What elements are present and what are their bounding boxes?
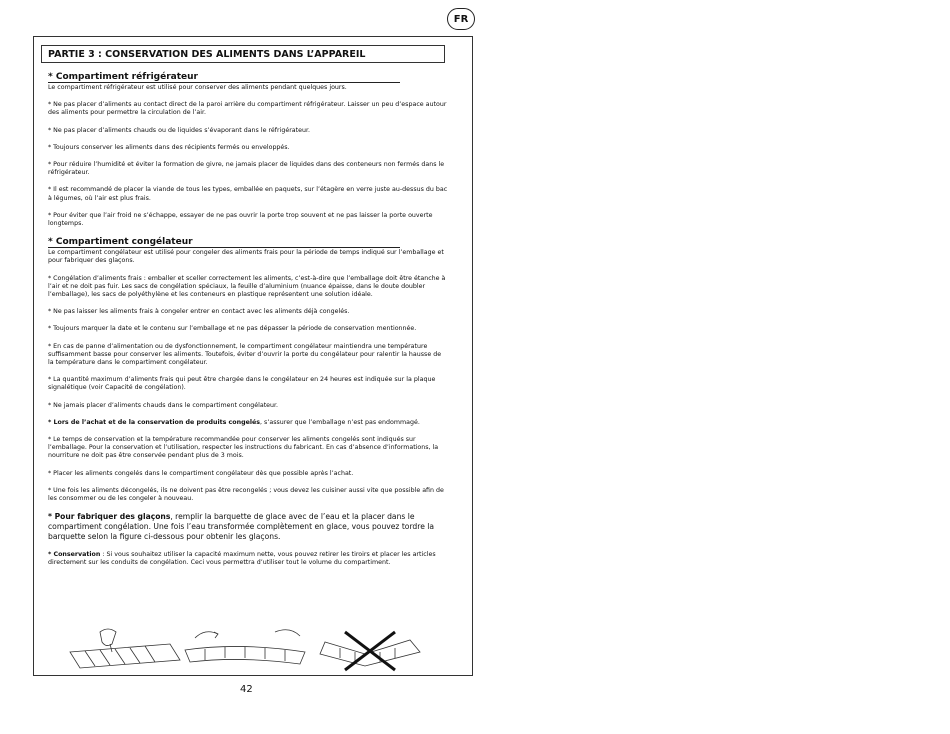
purchase-item: [48, 419, 448, 427]
fridge-item: * Il est recommandé de placer la viande de tous les types, emballée en paquets, sur l’étagère en verre juste au-dessus du bac à légumes, où l’air est plus frais.: [48, 186, 448, 202]
freezer-item: * En cas de panne d’alimentation ou de dysfonctionnement, le compartiment congélateur maintiendra une température suffisamment basse pour conserver les aliments. Toutefois, éviter d’ouvrir la porte du congélateur pour ralentir la hausse de la température dans le compartiment congélateur.: [48, 342, 442, 367]
ice-item: [48, 512, 448, 541]
fridge-intro: Le compartiment réfrigérateur est utilisé pour conserver des aliments pendant quelques jours.: [48, 84, 347, 91]
ice-tray-illustration: [60, 622, 440, 672]
conservation-bold: * Conservation: [48, 550, 101, 558]
purchase-bold: * Lors de l’achat et de la conservation de produits congelés: [48, 418, 261, 426]
fridge-item: * Ne pas placer d’aliments chauds ou de liquides s’évaporant dans le réfrigérateur.: [48, 126, 310, 134]
freezer-item: * Congélation d’aliments frais : emballer et sceller correctement les aliments, c’est-à-dire que l’emballage doit être étanche à l’air et ne doit pas fuir. Les sacs de congélation spéciaux, la feuille d’aluminium (nuance épaisse, dans le doute doubler l’emballage), les sacs de polyéthylène et les conteneurs en plastique représentent une solution idéale.: [48, 274, 446, 299]
fridge-item: * Ne pas placer d’aliments au contact direct de la paroi arrière du compartiment réfrigérateur. Laisser un peu d’espace autour des aliments pour permettre la circulation de l’air.: [48, 101, 447, 117]
freezer-item: * Le temps de conservation et la température recommandée pour conserver les aliments congelés sont indiqués sur l’emballage. Pour la conservation et l’utilisation, respecter les instructions du fabricant. En cas d’absence d’informations, la nourriture ne doit pas être conservée pendant plus de 3 mois.: [48, 436, 439, 460]
fridge-heading: * Compartiment réfrigérateur: [48, 72, 400, 83]
freezer-item: * La quantité maximum d’aliments frais qui peut être chargée dans le congélateur en 24 heures est indiquée sur la plaque signalétique (voir Capacité de congélation).: [48, 376, 436, 392]
freezer-item: * Toujours marquer la date et le contenu sur l’emballage et ne pas dépasser la période de conservation mentionnée.: [48, 325, 417, 333]
fridge-item: * Pour réduire l’humidité et éviter la formation de givre, ne jamais placer de liquides dans des conteneurs non fermés dans le réfrigérateur.: [48, 161, 445, 177]
freezer-item: * Ne pas laisser les aliments frais à congeler entrer en contact avec les aliments déjà congelés.: [48, 308, 350, 316]
ice-tray-twist-icon: [185, 630, 305, 664]
ice-bold: * Pour fabriquer des glaçons: [48, 512, 171, 522]
fridge-item: * Toujours conserver les aliments dans des récipients fermés ou enveloppés.: [48, 143, 290, 151]
language-badge: FR: [447, 8, 475, 30]
freezer-item: * Une fois les aliments décongelés, ils ne doivent pas être recongelés ; vous devez les cuisiner aussi vite que possible afin de les consommer ou de les congeler à nouveau.: [48, 486, 444, 503]
freezer-heading: * Compartiment congélateur: [48, 237, 400, 248]
fridge-item: * Pour éviter que l’air froid ne s’échappe, essayer de ne pas ouvrir la porte trop souvent et ne pas laisser la porte ouverte longtemps.: [48, 211, 433, 228]
section-title: PARTIE 3 : CONSERVATION DES ALIMENTS DANS L’APPAREIL: [41, 45, 445, 63]
conservation-item: [48, 551, 448, 567]
purchase-text: , s’assurer que l’emballage n’est pas endommagé.: [260, 418, 420, 426]
ice-tray-wrong-icon: [320, 632, 420, 670]
ice-tray-fill-icon: [70, 629, 180, 668]
freezer-item: * Placer les aliments congelés dans le compartiment congélateur dès que possible après l’achat.: [48, 469, 354, 477]
page-number: 42: [240, 684, 253, 695]
freezer-intro: Le compartiment congélateur est utilisé pour congeler des aliments frais pour la période de temps indiqué sur l’emballage et pour fabriquer des glaçons.: [48, 249, 444, 265]
conservation-text: : Si vous souhaitez utiliser la capacité maximum nette, vous pouvez retirer les tiroirs et placer les articles directement sur les conduits de congélation. Ceci vous permettra d’utiliser tout le volume du compartiment.: [48, 550, 436, 566]
content-body: [48, 72, 448, 576]
ice-text: , remplir la barquette de glace avec de l’eau et la placer dans le compartiment congélation. Une fois l’eau transformée complètement en glace, vous pouvez tordre la barquette selon la figure ci-dessous pour obtenir les glaçons.: [48, 512, 435, 541]
freezer-item: * Ne jamais placer d’aliments chauds dans le compartiment congélateur.: [48, 401, 279, 409]
